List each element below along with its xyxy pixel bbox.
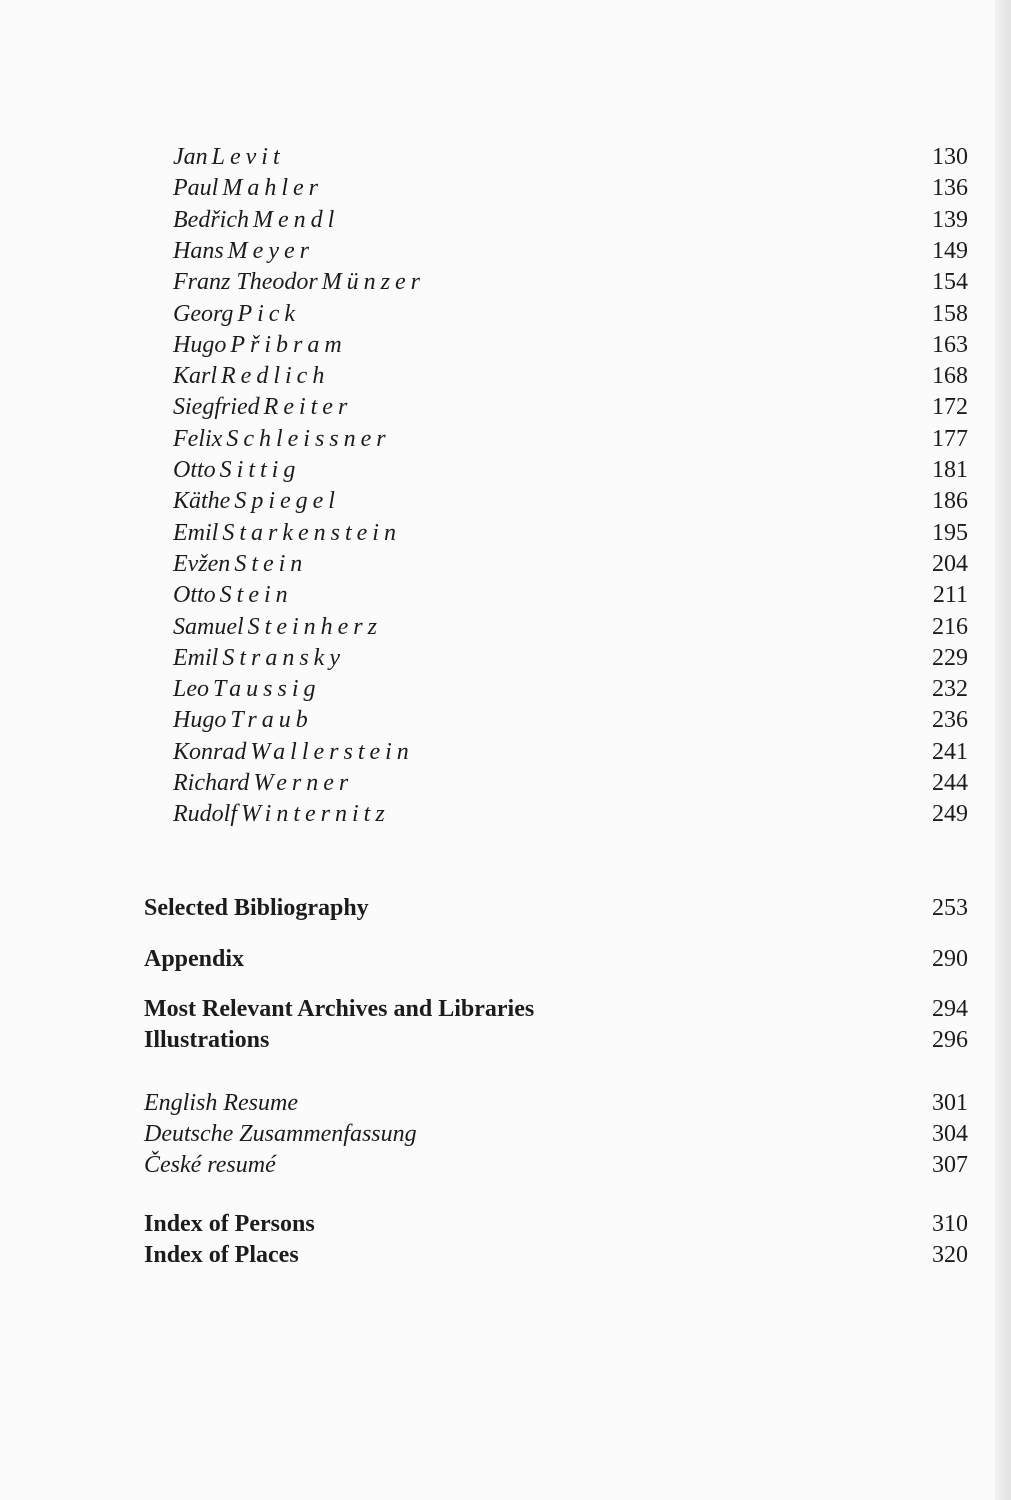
entry-page: 301 [932,1090,968,1116]
section-title: Most Relevant Archives and Libraries [144,996,535,1022]
summary-title: České resumé [144,1152,276,1178]
entry-name [173,612,382,642]
toc-entry-section [0,944,1011,976]
entry-page: 172 [932,394,968,421]
section-title: Illustrations [144,1027,270,1053]
toc-entry-person [0,612,1011,644]
entry-page: 177 [932,425,968,452]
toc-entry-summary [0,1150,1011,1182]
toc-entry-summary [0,1088,1011,1120]
entry-name [173,549,307,579]
first-name: Evžen [173,550,231,577]
entry-name [173,705,313,735]
entry-name [173,768,353,798]
toc-entry-person [0,392,1011,424]
toc-entry-summary [0,1119,1011,1151]
surname: Taussig [213,676,321,703]
entry-page: 186 [932,488,968,515]
entry-name [173,799,390,829]
surname: Pick [237,300,301,327]
surname: Werner [253,770,354,796]
surname: Winternitz [241,801,390,828]
first-name: Samuel [173,613,244,640]
first-name: Bedřich [173,206,249,233]
entry-page: 229 [932,644,968,671]
first-name: Hugo [173,707,227,734]
surname: Wallerstein [250,738,414,765]
summary-title: Deutsche Zusammenfassung [144,1121,417,1147]
toc-entry-person [0,705,1011,737]
entry-page: 168 [932,363,968,390]
entry-page: 244 [932,770,968,796]
entry-page: 296 [932,1027,968,1053]
first-name: Georg [173,300,234,327]
entry-page: 149 [932,237,968,264]
entry-page: 290 [932,946,968,972]
section-title: Appendix [144,946,245,972]
toc-entry-person [0,768,1011,800]
toc-entry-person [0,549,1011,581]
first-name: Rudolf [173,801,237,828]
surname: Starkenstein [222,519,401,546]
entry-page: 236 [932,707,968,734]
toc-entry-person [0,361,1011,393]
first-name: Leo [173,676,209,703]
first-name: Emil [173,519,219,546]
toc-entry-person [0,580,1011,612]
first-name: Otto [173,582,216,609]
surname: Stein [234,550,308,577]
surname: Sittig [219,457,301,483]
toc-entry-person [0,424,1011,456]
surname: Přibram [230,331,347,358]
surname: Traub [230,707,313,734]
surname: Meyer [227,237,314,264]
first-name: Karl [173,363,218,390]
first-name: Siegfried [173,394,260,421]
toc-entry-person [0,142,1011,174]
entry-name [173,330,347,360]
first-name: Hans [173,237,224,264]
entry-name [173,674,321,704]
surname: Münzer [321,269,426,296]
entry-name [173,173,323,203]
surname: Redlich [221,363,330,390]
entry-page: 241 [932,738,968,765]
entry-name [173,236,314,266]
toc-entry-person [0,518,1011,550]
toc-entry-person [0,799,1011,831]
index-title: Index of Places [144,1242,299,1268]
entry-name [173,424,391,454]
first-name: Jan [173,144,208,170]
toc-entry-person [0,330,1011,362]
toc-entry-person [0,455,1011,487]
entry-page: 249 [932,801,968,828]
entry-page: 139 [932,206,968,233]
toc-entry-person [0,643,1011,675]
first-name: Hugo [173,331,227,358]
first-name: Felix [173,425,223,452]
entry-page: 294 [932,996,968,1022]
entry-page: 304 [932,1121,968,1147]
entry-name [173,299,300,329]
entry-name [173,737,414,767]
first-name: Emil [173,644,219,671]
toc-entry-person [0,299,1011,331]
entry-page: 154 [932,269,968,296]
entry-page: 253 [932,895,968,921]
toc-entry-person [0,674,1011,706]
entry-page: 216 [932,613,968,640]
entry-page: 163 [932,331,968,358]
entry-name [173,361,329,391]
entry-name [173,267,425,297]
toc-entry-index [0,1209,1011,1241]
entry-page: 136 [932,175,968,202]
entry-page: 158 [932,300,968,327]
section-title: Selected Bibliography [144,895,369,921]
entry-name [173,392,352,422]
toc-entry-person [0,267,1011,299]
entry-page: 310 [932,1211,968,1237]
entry-page: 320 [932,1242,968,1268]
toc-entry-person [0,173,1011,205]
toc-entry-index [0,1240,1011,1272]
first-name: Konrad [173,738,247,765]
toc-entry-section [0,893,1011,925]
toc-entry-person [0,205,1011,237]
toc-entry-person [0,236,1011,268]
index-title: Index of Persons [144,1211,315,1237]
entry-name [173,486,340,516]
toc-entry-section [0,994,1011,1026]
entry-page: 130 [932,144,968,170]
first-name: Richard [173,770,250,796]
surname: Levit [211,144,285,170]
entry-name [173,518,401,548]
first-name: Paul [173,175,219,202]
entry-name [173,205,339,235]
first-name: Franz Theodor [173,269,318,296]
entry-page: 232 [932,676,968,703]
surname: Mahler [222,175,323,202]
toc-entry-section [0,1025,1011,1057]
surname: Schleissner [226,425,391,452]
surname: Stein [219,582,293,609]
surname: Spiegel [234,488,340,515]
surname: Reiter [263,394,353,421]
entry-page: 195 [932,519,968,546]
entry-page: 204 [932,550,968,577]
surname: Stransky [222,644,345,671]
first-name: Otto [173,457,216,483]
surname: Steinherz [247,613,382,640]
summary-title: English Resume [144,1090,298,1116]
entry-name [173,580,293,610]
toc-entry-person [0,737,1011,769]
surname: Mendl [252,206,340,233]
entry-page: 181 [932,457,968,483]
first-name: Käthe [173,488,231,515]
entry-name [173,643,345,673]
entry-name [173,142,285,172]
toc-entry-person [0,486,1011,518]
entry-name [173,455,300,485]
entry-page: 307 [932,1152,968,1178]
entry-page: 211 [932,582,968,609]
